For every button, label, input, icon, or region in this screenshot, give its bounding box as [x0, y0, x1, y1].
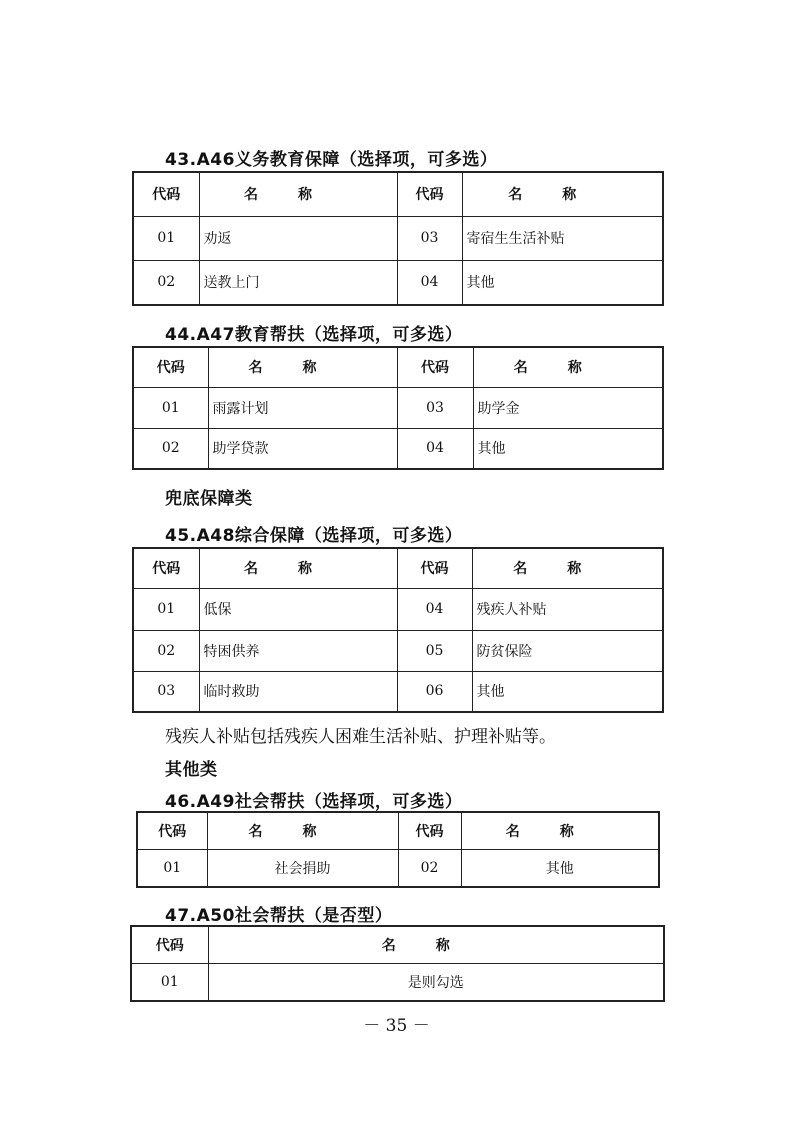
code-cell: 01 [133, 588, 199, 630]
code-header: 代码 [133, 548, 199, 588]
section-46-title: 46.A49社会帮扶（选择项，可多选） [165, 792, 463, 812]
name-cell: 是则勾选 [208, 963, 664, 1001]
section-43-title: 43.A46义务教育保障（选择项，可多选） [165, 150, 498, 170]
section-45-note: 残疾人补贴包括残疾人困难生活补贴、护理补贴等。 [165, 727, 556, 747]
name-header: 名 称 [208, 347, 397, 387]
code-cell: 04 [397, 428, 473, 469]
code-cell: 03 [133, 671, 199, 712]
page-number: － 35 － [363, 1016, 430, 1036]
category-baodi: 兜底保障类 [165, 489, 253, 509]
code-cell: 01 [137, 849, 207, 887]
code-cell: 03 [397, 216, 462, 260]
code-cell: 04 [397, 260, 462, 305]
name-cell: 送教上门 [199, 260, 397, 305]
table-header-row [133, 548, 663, 588]
code-cell: 02 [133, 260, 199, 305]
code-header: 代码 [131, 926, 208, 963]
code-header: 代码 [397, 548, 472, 588]
section-45-title: 45.A48综合保障（选择项，可多选） [165, 526, 463, 546]
table-header-row [137, 812, 659, 849]
name-cell: 雨露计划 [208, 387, 397, 428]
code-cell: 01 [133, 387, 208, 428]
section-44-title: 44.A47教育帮扶（选择项，可多选） [165, 325, 463, 345]
table-row [133, 387, 663, 428]
code-cell: 01 [133, 216, 199, 260]
name-cell: 寄宿生生活补贴 [462, 216, 663, 260]
table-header-row [131, 926, 664, 963]
table-header-row [133, 172, 663, 216]
table-section-43 [132, 171, 664, 306]
table-header-row [133, 347, 663, 387]
table-section-44 [132, 346, 664, 470]
code-header: 代码 [137, 812, 207, 849]
name-cell: 其他 [461, 849, 659, 887]
code-header: 代码 [133, 172, 199, 216]
name-cell: 临时救助 [199, 671, 397, 712]
code-header: 代码 [397, 347, 473, 387]
name-cell: 防贫保险 [472, 630, 663, 671]
code-cell: 02 [133, 630, 199, 671]
name-cell: 劝返 [199, 216, 397, 260]
name-header: 名 称 [207, 812, 398, 849]
name-header: 名 称 [472, 548, 663, 588]
code-cell: 03 [397, 387, 473, 428]
name-header: 名 称 [199, 548, 397, 588]
name-cell: 助学贷款 [208, 428, 397, 469]
table-row [133, 216, 663, 260]
table-section-47 [130, 925, 665, 1002]
code-cell: 02 [398, 849, 461, 887]
code-header: 代码 [398, 812, 461, 849]
name-cell: 社会捐助 [207, 849, 398, 887]
table-row [133, 428, 663, 469]
table-section-45 [132, 547, 664, 713]
code-cell: 04 [397, 588, 472, 630]
code-cell: 05 [397, 630, 472, 671]
table-row [133, 588, 663, 630]
table-row [133, 671, 663, 712]
name-header: 名 称 [462, 172, 663, 216]
name-cell: 其他 [462, 260, 663, 305]
table-row [133, 260, 663, 305]
category-other: 其他类 [165, 760, 218, 780]
code-cell: 01 [131, 963, 208, 1001]
table-row [133, 630, 663, 671]
table-section-46 [136, 811, 660, 888]
name-header: 名 称 [473, 347, 663, 387]
name-cell: 助学金 [473, 387, 663, 428]
name-cell: 特困供养 [199, 630, 397, 671]
table-row [131, 963, 664, 1001]
section-47-title: 47.A50社会帮扶（是否型） [165, 906, 393, 926]
name-cell: 低保 [199, 588, 397, 630]
code-header: 代码 [133, 347, 208, 387]
name-cell: 其他 [473, 428, 663, 469]
name-cell: 其他 [472, 671, 663, 712]
code-cell: 06 [397, 671, 472, 712]
name-header: 名 称 [208, 926, 664, 963]
code-cell: 02 [133, 428, 208, 469]
name-cell: 残疾人补贴 [472, 588, 663, 630]
name-header: 名 称 [199, 172, 397, 216]
name-header: 名 称 [461, 812, 659, 849]
table-row [137, 849, 659, 887]
code-header: 代码 [397, 172, 462, 216]
